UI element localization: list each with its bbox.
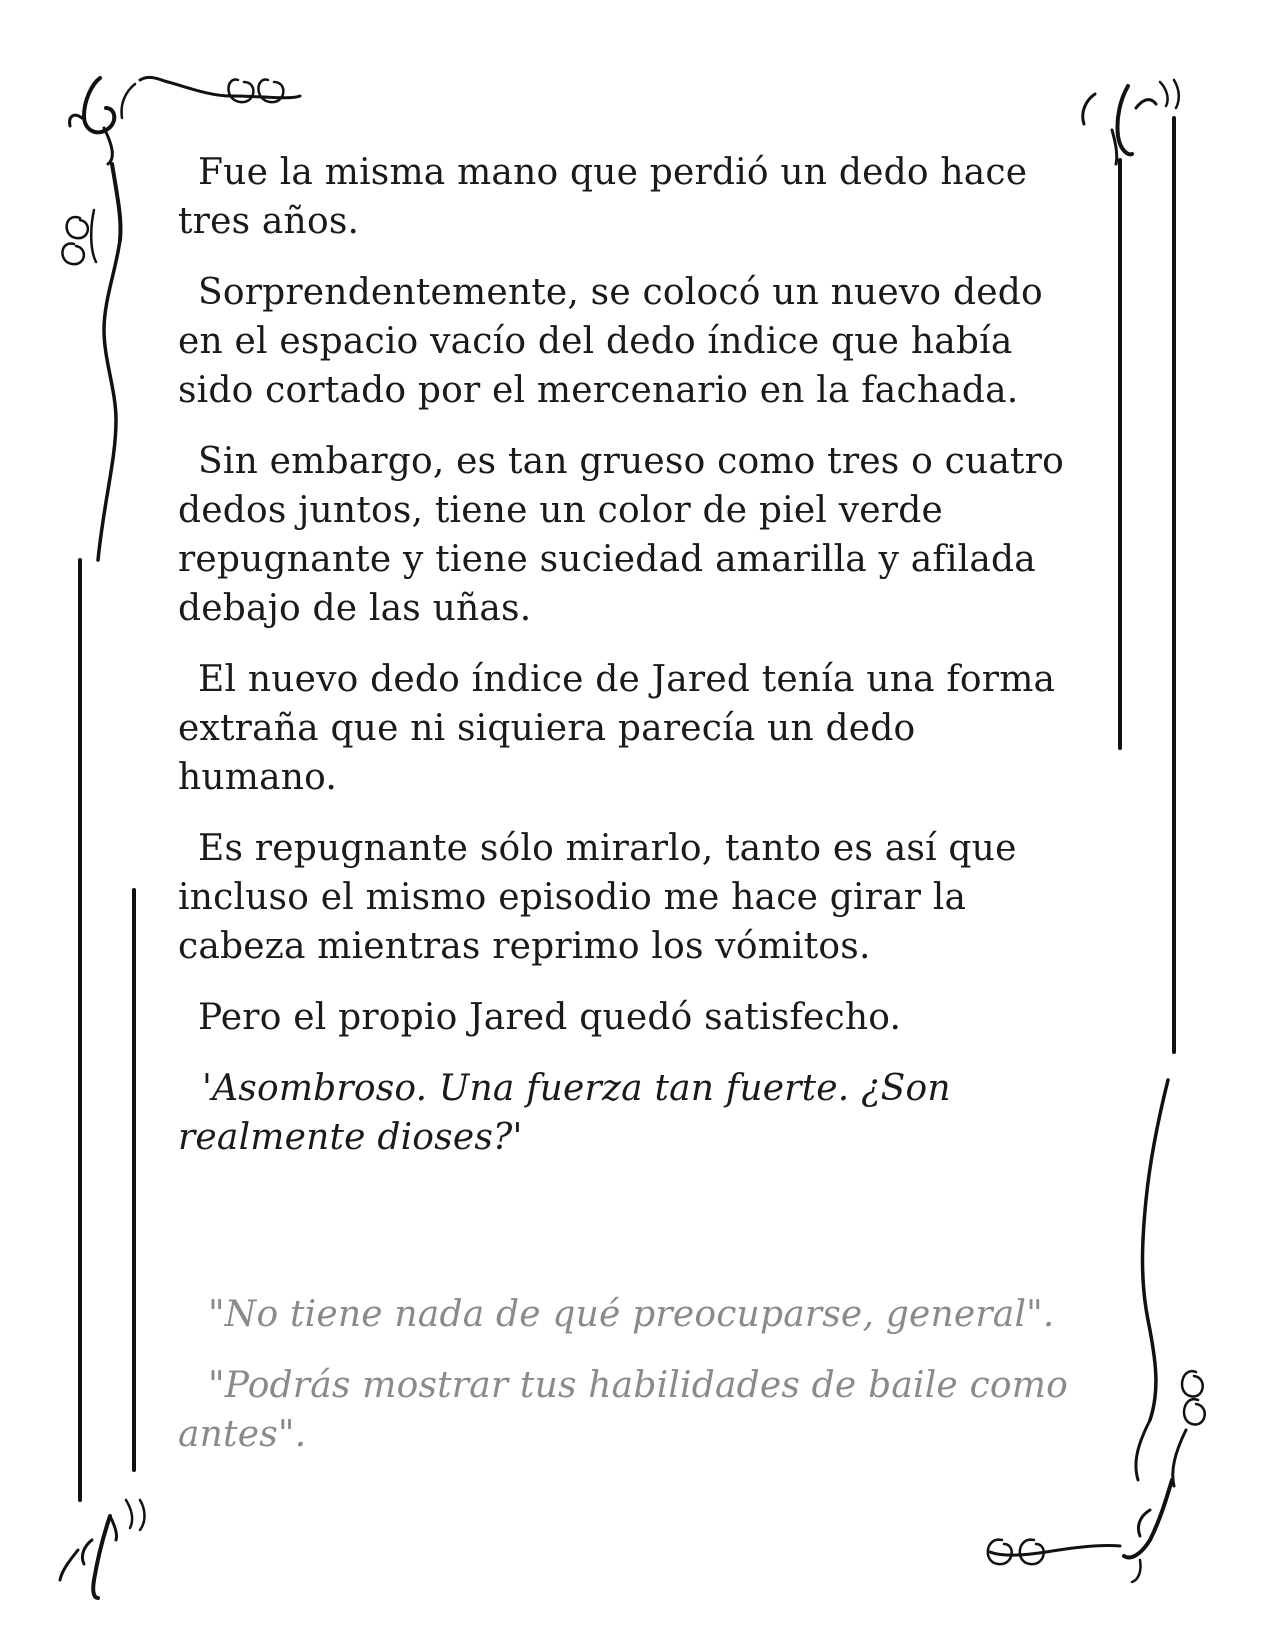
chapter-body (178, 148, 1083, 1184)
flashback-quote-1: "No tiene nada de qué preocuparse, general". (208, 1294, 1055, 1335)
flashback-quote-2: "Podrás mostrar tus habilidades de baile como antes". (178, 1365, 1069, 1455)
bottom-left-flourish-icon (60, 1500, 145, 1598)
paragraph-5: Es repugnante sólo mirarlo, tanto es así que incluso el mismo episodio me hace girar la cabeza mientras reprimo los vómitos. (178, 828, 1017, 967)
paragraph-4: El nuevo dedo índice de Jared tenía una forma extraña que ni siquiera parecía un dedo humano. (178, 659, 1056, 798)
paragraph-6: Pero el propio Jared quedó satisfecho. (198, 997, 902, 1038)
paragraph-2: Sorprendentemente, se colocó un nuevo dedo en el espacio vacío del dedo índice que había sido cortado por el mercenario en la fachada. (178, 272, 1043, 411)
paragraph-3: Sin embargo, es tan grueso como tres o cuatro dedos juntos, tiene un color de piel verde repugnante y tiene suciedad amarilla y afilada debajo de las uñas. (178, 441, 1064, 629)
top-right-flourish-icon (1083, 80, 1179, 164)
paragraph-1: Fue la misma mano que perdió un dedo hace tres años. (178, 152, 1028, 242)
flashback-dialogue (178, 1290, 1083, 1481)
inner-thought: 'Asombroso. Una fuerza tan fuerte. ¿Son realmente dioses?' (178, 1068, 951, 1158)
